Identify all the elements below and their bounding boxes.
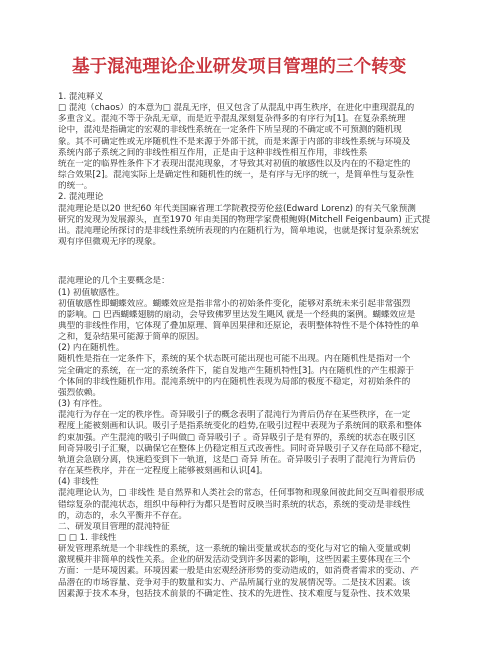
text-line: 研发管理系统是一个非线性的系统，这一系统的输出变量或状态的变化与对它的输入变量或刺 — [58, 544, 411, 555]
text-line: 强烈依赖。 — [58, 387, 101, 398]
text-line: 的，动态的，永久平衡并不存在。 — [58, 510, 187, 521]
text-line: 研究的发现为发展源头，直至1970 年由美国的物理学家费根鲍姆(Mitchell Feigenbaum) 正式提 — [58, 214, 431, 225]
text-line: 二、研发项目管理的混沌特征 — [58, 521, 170, 532]
text-line: 程度上能被刻画和认识。吸引子是指系统变化的趋势,在吸引过程中表现为子系统间的联系和整体 — [58, 421, 422, 432]
text-line: (1) 初值敏感性。 — [58, 287, 125, 298]
text-line: □ 混沌（chaos）的本意为□ 混乱无序，但又包含了从混乱中再生秩序，在进化中重现混乱的 — [58, 103, 415, 114]
text-line: 约束加强。产生混沌的吸引子叫做□ 奇异吸引子 。奇异吸引子是有界的，系统的状态在吸引区 — [58, 432, 416, 443]
text-line: 典型的非线性作用，它体现了叠加原理、简单因果律和还原论，表明整体特性不是个体特性的单 — [58, 321, 419, 331]
text-line: 方面：一是环境因素。环境因素一般是由宏观经济形势的变动造成的，如消费者需求的变动、产 — [58, 566, 419, 577]
text-line: 象。其不可确定性或无序随机性不是来源于外部干扰，而是来源于内部的非线性系统与环境及 — [58, 136, 411, 147]
text-line: 完全确定的系统，在一定的系统条件下，能自发地产生随机特性[3]。内在随机性的产生根源于 — [58, 365, 414, 376]
document-body — [58, 92, 456, 600]
text-line: 混沌理论是以20 世纪60 年代美国麻省理工学院教授劳伦兹(Edward Lorenz) 的有关气象预测 — [58, 203, 416, 214]
text-line: 观有序但微观无序的现象。 — [58, 237, 162, 248]
text-line: 个体间的非线性随机作用。混沌系统中的内在随机性表现为局部的极度不稳定，对初始条件的 — [58, 376, 411, 387]
text-line: 激规模并非简单的线性关系。企业的研发活动受到许多因素的影响，这些因素主要体现在三个 — [58, 555, 411, 566]
text-line: 的统一。 — [58, 181, 93, 192]
text-line: 初值敏感性即蝴蝶效应。蝴蝶效应是指非常小的初始条件变化，能够对系统未来引起非常强烈 — [58, 298, 411, 309]
text-line: (2) 内在随机性。 — [58, 343, 125, 354]
text-line: 间奇异吸引子汇聚，以确保它在整体上仍稳定相互式改善性。同时奇异吸引子又存在局部不稳定， — [58, 443, 428, 454]
text-line: (3) 有序性。 — [58, 399, 108, 410]
text-line: 混沌理论的几个主要概念是： — [58, 276, 170, 287]
document-title: 基于混沌理论企业研发项目管理的三个转变 — [72, 57, 407, 77]
text-line: 存在某些秩序，并在一定程度上能够被刻画和认识[4]。 — [58, 466, 268, 477]
text-line: 多重含义。混沌不等于杂乱无章，而是近乎混乱深刻复杂得多的有序行为[1]。在复杂系统理 — [58, 114, 406, 125]
text-line: 综合效果[2]。混沌实际上是确定性和随机性的统一，是有序与无序的统一，是简单性与复杂性 — [58, 170, 414, 181]
text-line: 错综复杂的混沌状态，组织中每种行为都只是暂时反映当时系统的状态，系统的变动是非线性 — [58, 499, 411, 510]
text-line: □ □ 1. 非线性 — [58, 532, 117, 543]
text-line: 混沌理论认为，□ 非线性 是自然界和人类社会的常态，任何事物和现象间彼此间交互叫着很形成 — [58, 488, 424, 499]
text-line: 的影响。□ 巴西蝴蝶翅膀的扇动，会导致佛罗里达发生飓风 就是一个经典的案例。蝴蝶效应是 — [58, 309, 416, 320]
text-line: 品潜在的市场容量、竞争对手的数量和实力、产品所属行业的发展情况等。二是技术因素。该 — [58, 577, 411, 588]
text-line: 统在一定的临界性条件下才表现出混沌现象，才导致其对初值的敏感性以及内在的不稳定性的 — [58, 158, 411, 169]
text-line: (4) 非线性 — [58, 477, 99, 488]
text-line: 之和，复杂结果可能源于简单的原因。 — [58, 332, 205, 343]
text-line: 1. 混沌释义 — [58, 92, 104, 102]
text-line: 论中，混沌是指确定的宏观的非线性系统在一定条件下所呈现的不确定或不可预测的随机现 — [58, 125, 402, 136]
text-line: 出。混沌理论所探讨的是非线性系统所表现的内在随机行为，简单地说，也就是探讨复杂系统宏 — [58, 225, 419, 236]
text-line: 因素源于技术本身，包括技术前景的不确定性、技术的先进性、技术难度与复杂性、技术效果 — [58, 588, 411, 599]
text-line: 系统内部子系统之间的非线性相互作用，正是由于这种非线性相互作用，非线性系 — [58, 147, 368, 158]
text-line: 2. 混沌理论 — [58, 192, 104, 203]
paragraph-gap — [58, 257, 456, 268]
text-line: 轨道会急剧分离，快速趋变到下一轨道，这是□ 奇异 所在。奇异吸引子表明了混沌行为背后仍 — [58, 454, 416, 465]
text-line: 随机性是指在一定条件下，系统的某个状态既可能出现也可能不出现。内在随机性是指对一个 — [58, 354, 411, 365]
text-line: 混沌行为存在一定的秩序性。奇异吸引子的概念表明了混沌行为背后仍存在某些秩序，在一定 — [58, 410, 411, 421]
